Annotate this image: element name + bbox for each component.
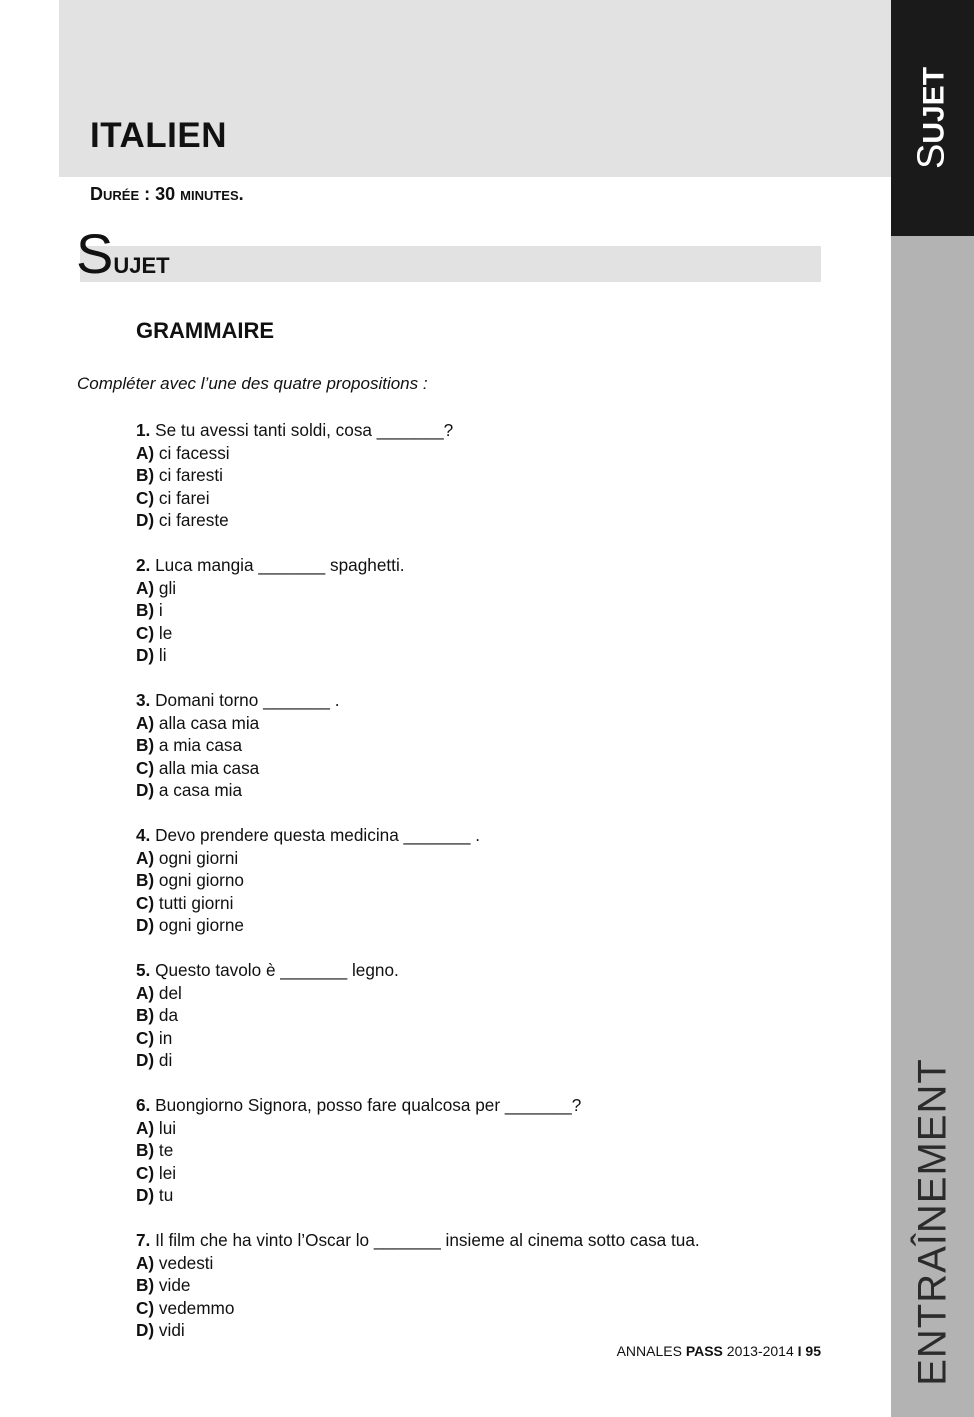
question-1 <box>136 419 836 532</box>
question-7 <box>136 1229 836 1342</box>
answer-option-b: B) da <box>136 1005 179 1025</box>
sidebar-tab-sujet: SUJET <box>910 66 953 170</box>
answer-option-b: B) vide <box>136 1275 191 1295</box>
question-4 <box>136 824 836 937</box>
grammar-heading: GRAMMAIRE <box>136 318 275 343</box>
answer-option-a: A) lui <box>136 1117 177 1138</box>
question-stem: 2. Luca mangia _______ spaghetti. <box>136 555 405 575</box>
answer-option-c: C) lei <box>136 1162 177 1183</box>
answer-option-a: A) ci facessi <box>136 442 230 463</box>
answer-option-a: A) alla casa mia <box>136 712 260 733</box>
answer-option-d: D) ci fareste <box>136 510 229 530</box>
answer-option-c: C) ci farei <box>136 487 210 508</box>
question-stem: 1. Se tu avessi tanti soldi, cosa _______? <box>136 420 454 440</box>
section-band <box>80 246 821 282</box>
answer-option-b: B) ogni giorno <box>136 870 244 890</box>
answer-option-d: D) tu <box>136 1185 174 1205</box>
question-stem: 5. Questo tavolo è _______ legno. <box>136 960 399 980</box>
instruction-text: Compléter avec l’une des quatre propositions : <box>77 374 428 393</box>
answer-option-d: D) vidi <box>136 1320 185 1340</box>
answer-option-d: D) di <box>136 1050 173 1070</box>
question-3 <box>136 689 836 802</box>
page-number: 95 <box>805 1343 821 1359</box>
answer-option-c: C) in <box>136 1027 173 1048</box>
question-stem: 7. Il film che ha vinto l’Oscar lo _______ insieme al cinema sotto casa tua. <box>136 1230 700 1250</box>
question-stem: 4. Devo prendere questa medicina _______ . <box>136 825 481 845</box>
duration-label: Durée : 30 minutes. <box>90 184 244 204</box>
answer-option-b: B) te <box>136 1140 174 1160</box>
answer-option-d: D) ogni giorne <box>136 915 244 935</box>
answer-option-a: A) ogni giorni <box>136 847 239 868</box>
answer-option-c: C) alla mia casa <box>136 757 260 778</box>
answer-option-d: D) li <box>136 645 167 665</box>
answer-option-a: A) del <box>136 982 182 1003</box>
question-stem: 6. Buongiorno Signora, posso fare qualcosa per _______? <box>136 1095 582 1115</box>
answer-option-b: B) ci faresti <box>136 465 223 485</box>
page-title: ITALIEN <box>90 116 228 155</box>
answer-option-c: C) tutti giorni <box>136 892 234 913</box>
page-footer: ANNALES PASS 2013-2014 I 95 <box>616 1343 821 1359</box>
answer-option-c: C) vedemmo <box>136 1297 235 1318</box>
question-6 <box>136 1094 836 1207</box>
answer-option-b: B) i <box>136 600 163 620</box>
answer-option-a: A) gli <box>136 577 177 598</box>
sidebar-tab-entrainement: ENTRAÎNEMENT <box>910 1058 955 1386</box>
question-stem: 3. Domani torno _______ . <box>136 690 340 710</box>
question-2 <box>136 554 836 667</box>
answer-option-b: B) a mia casa <box>136 735 243 755</box>
answer-option-a: A) vedesti <box>136 1252 214 1273</box>
question-list <box>136 419 836 1364</box>
question-5 <box>136 959 836 1072</box>
answer-option-c: C) le <box>136 622 173 643</box>
section-title: SUJET <box>76 222 170 285</box>
answer-option-d: D) a casa mia <box>136 780 243 800</box>
